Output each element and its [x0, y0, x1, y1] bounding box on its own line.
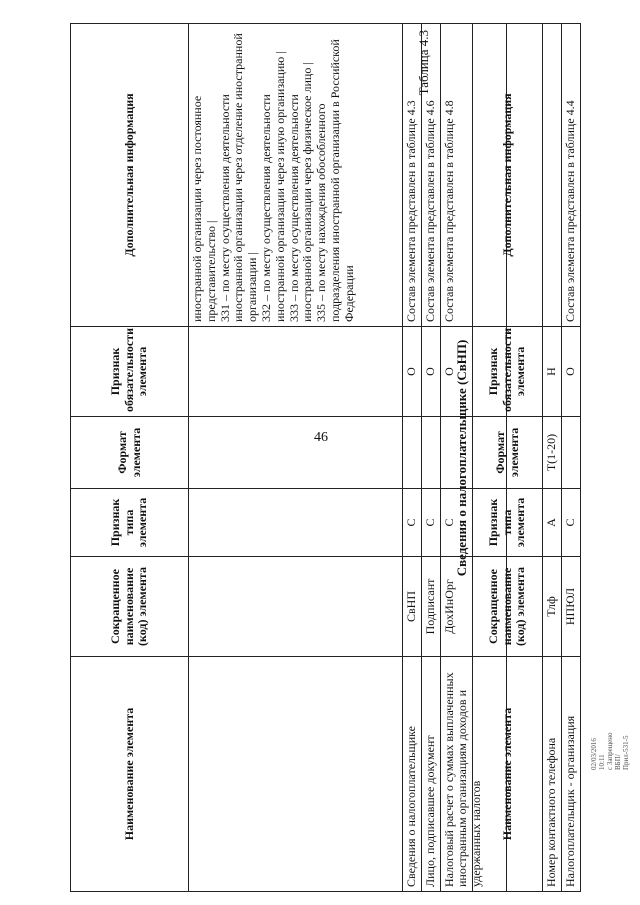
- table-taxpayer: [472, 23, 581, 892]
- table-header-row: Наименование элемента Сокращенное наименование (код) элемента Признак типа элемента Формат элемента Признак обязательности элемента Дополнительная информация: [473, 24, 543, 892]
- table-row: Лицо, подписавшее документ Подписант С О Состав элемента представлен в таблице 4.6: [421, 24, 440, 892]
- table-header-row: [71, 24, 189, 892]
- document-stamp: 02/03/2016 10:11 с Запрещено ВБП/Прил-531-5: [590, 732, 630, 770]
- col-header-format: Формат элемента: [71, 417, 189, 489]
- table-label: Таблица 4.3: [416, 30, 431, 96]
- col-header-name: Наименование элемента: [71, 657, 189, 892]
- col-header-required: Признак обязательности элемента: [71, 327, 189, 417]
- table-row: Налоговый расчет о суммах выплаченных иностранным организациям доходов и удержанных налогов ДохИнОрг С О Состав элемента представлен в таблице 4.8: [440, 24, 506, 892]
- rotated-content: [70, 24, 577, 892]
- info-cell: иностранной организации через постоянное представительство | 331 – по месту осуществления деятельности иностранной организации через отделение иностранной организации | 332 – по месту осуществления деятельности иностранной организации через иную организацию | 333 – по месту осуществления деятельности иностранной организации через физическое лицо | 335 – по месту нахождения обособленного подразделения иностранной организации в Российской Федерации: [189, 24, 403, 327]
- col-header-type: Признак типа элемента: [71, 489, 189, 557]
- table-row: Номер контактного телефона Тлф А T(1-20) Н: [543, 24, 562, 892]
- table-caption: Сведения о налогоплательщике (СвНП): [454, 339, 469, 577]
- table-row: Сведения о налогоплательщике СвНП С О Состав элемента представлен в таблице 4.3: [403, 24, 422, 892]
- col-header-info: Дополнительная информация: [71, 24, 189, 327]
- table-row: [189, 24, 403, 892]
- page-number: 46: [314, 430, 328, 445]
- table-4-3-section: [416, 24, 581, 892]
- col-header-code: Сокращенное наименование (код) элемента: [71, 557, 189, 657]
- table-row: Налогоплательщик - организация НПЮЛ С О Состав элемента представлен в таблице 4.4: [561, 24, 580, 892]
